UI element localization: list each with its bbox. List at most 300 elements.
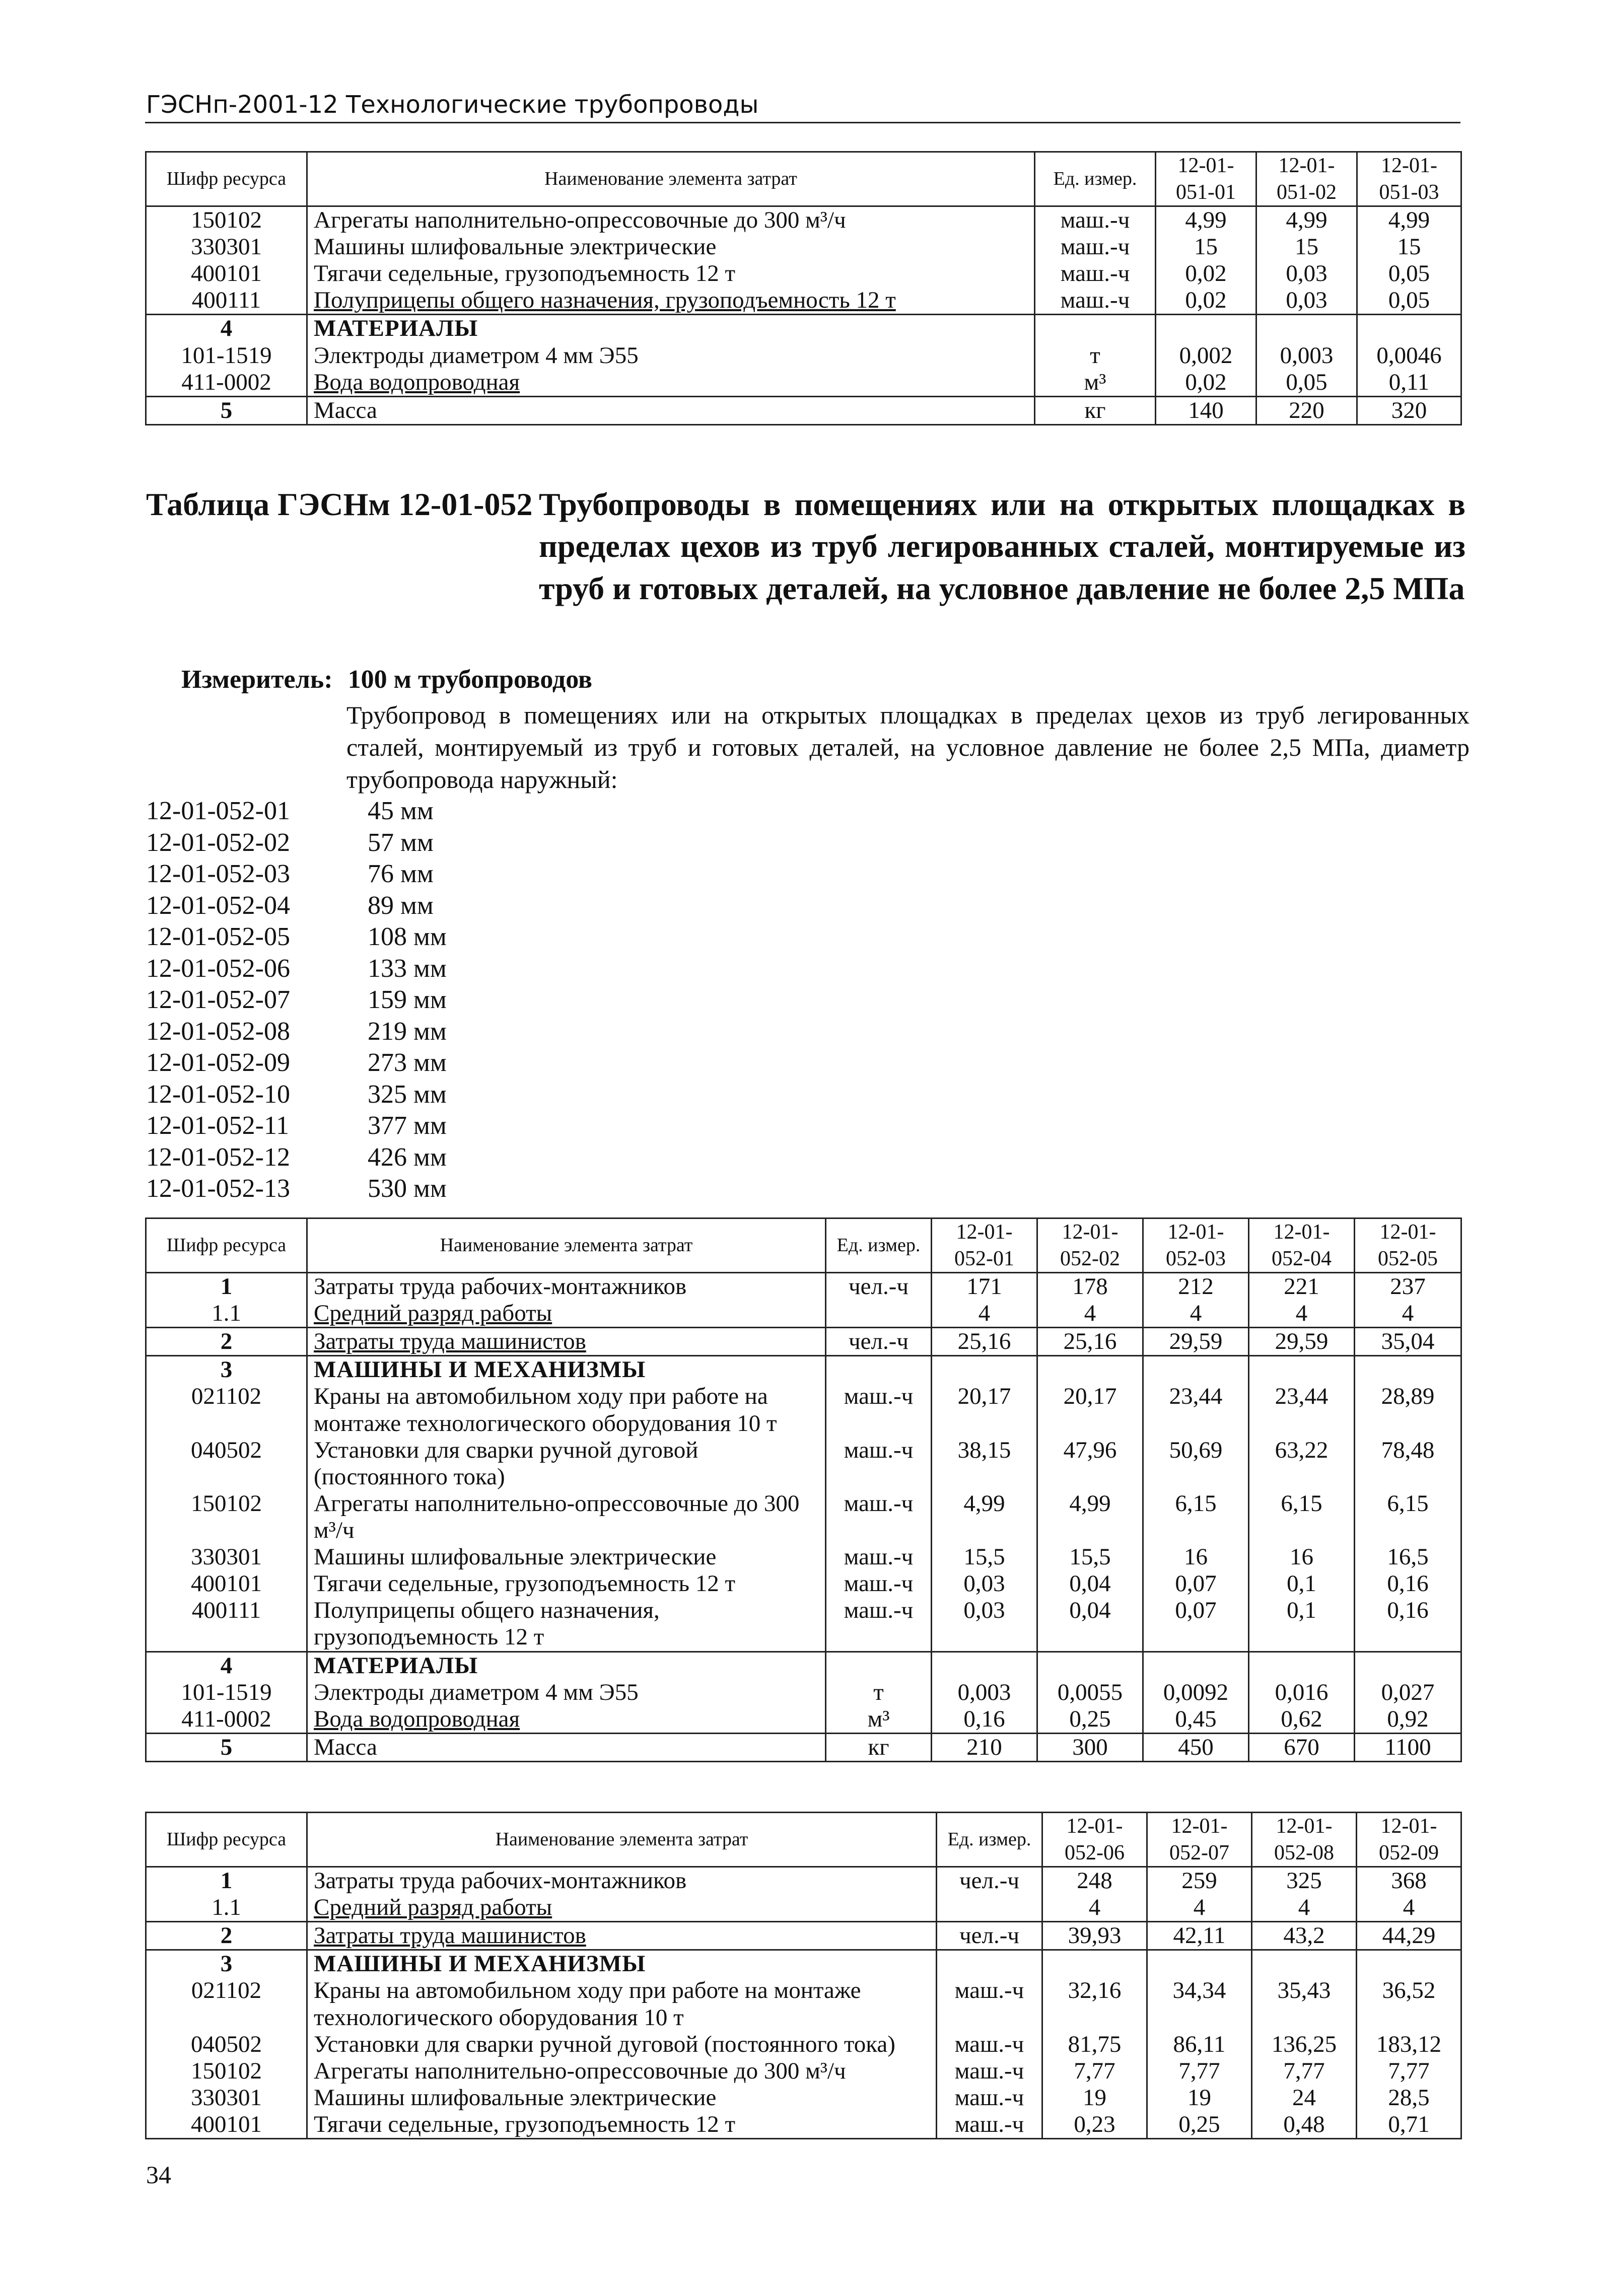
norm-value: 0,05 [1357, 260, 1461, 287]
norm-value: 0,04 [1037, 1570, 1143, 1597]
resource-code: 1.1 [146, 1300, 307, 1328]
norm-value [1143, 1356, 1249, 1384]
norm-value: 1100 [1355, 1733, 1461, 1761]
header-norm-code: 12-01- 052-04 [1249, 1218, 1355, 1273]
resource-code: 330301 [146, 234, 307, 260]
measure-value: 100 м трубопроводов [347, 665, 592, 694]
norm-value: 25,16 [932, 1328, 1037, 1356]
variant-code: 12-01-052-05 [146, 922, 290, 951]
resource-name-text: Тягачи седельные, грузоподъемность 12 т [314, 2111, 736, 2137]
resource-unit: маш.-ч [826, 1597, 932, 1652]
resource-name [307, 1597, 826, 1652]
resource-name-text: Краны на автомобильном ходу при работе на монтаже технологического оборудования 10 т [314, 1977, 861, 2031]
variant-diameter: 76 мм [368, 859, 434, 888]
norm-value: 0,07 [1143, 1597, 1249, 1652]
norm-value: 0,04 [1037, 1597, 1143, 1652]
header-norm-code: 12-01- 052-06 [1042, 1813, 1147, 1867]
norm-value: 178 [1037, 1273, 1143, 1301]
norm-value [1355, 1356, 1461, 1384]
norm-value: 16 [1143, 1544, 1249, 1570]
variant-code: 12-01-052-06 [146, 954, 290, 983]
norm-value: 0,07 [1143, 1570, 1249, 1597]
resource-table-052-01-05 [145, 1217, 1462, 1762]
norm-value: 29,59 [1143, 1328, 1249, 1356]
norm-value: 320 [1357, 396, 1461, 424]
resource-name [307, 1733, 826, 1761]
resource-name-text: МАТЕРИАЛЫ [314, 315, 478, 342]
norm-value: 15 [1156, 234, 1256, 260]
norm-value: 0,16 [1355, 1570, 1461, 1597]
norm-value: 0,16 [932, 1706, 1037, 1734]
variant-diameter: 133 мм [368, 954, 447, 983]
variant-diameter: 377 мм [368, 1111, 447, 1140]
norm-value: 4 [1357, 1894, 1461, 1922]
resource-code: 5 [146, 396, 307, 424]
norm-value: 4 [1042, 1894, 1147, 1922]
resource-name-text: Средний разряд работы [314, 1300, 552, 1327]
norm-value: 0,62 [1249, 1706, 1355, 1734]
variant-diameter: 108 мм [368, 922, 447, 951]
resource-name [307, 396, 1035, 424]
norm-value: 450 [1143, 1733, 1249, 1761]
resource-name [307, 1706, 826, 1734]
resource-name [307, 2085, 937, 2111]
variant-item [146, 858, 447, 890]
norm-value: 28,5 [1357, 2085, 1461, 2111]
resource-code: 150102 [146, 1490, 307, 1544]
resource-name [307, 1977, 937, 2031]
norm-value: 0,0046 [1357, 342, 1461, 369]
table-row [146, 1570, 1461, 1597]
norm-value: 0,02 [1156, 260, 1256, 287]
resource-name [307, 206, 1035, 234]
resource-name-text: Краны на автомобильном ходу при работе на монтаже технологического оборудования 10 т [314, 1383, 777, 1437]
resource-code: 4 [146, 315, 307, 342]
norm-value: 47,96 [1037, 1437, 1143, 1490]
resource-unit: маш.-ч [826, 1437, 932, 1490]
resource-name-text: Установки для сварки ручной дуговой (постоянного тока) [314, 1437, 698, 1490]
resource-name [307, 1950, 937, 1978]
resource-unit: т [1035, 342, 1156, 369]
norm-value: 0,016 [1249, 1679, 1355, 1706]
resource-code: 3 [146, 1356, 307, 1384]
variant-item [146, 1047, 447, 1079]
norm-value: 0,02 [1156, 287, 1256, 315]
norm-value: 0,027 [1355, 1679, 1461, 1706]
norm-value: 0,48 [1252, 2111, 1357, 2139]
variant-diameter: 57 мм [368, 828, 434, 857]
resource-name-text: Агрегаты наполнительно-опрессовочные до 300 м³/ч [314, 207, 846, 233]
resource-code: 411-0002 [146, 1706, 307, 1734]
table-row [146, 287, 1461, 315]
variant-code: 12-01-052-07 [146, 985, 290, 1014]
table-row [146, 2111, 1461, 2139]
table-row [146, 1544, 1461, 1570]
norm-value: 4 [1037, 1300, 1143, 1328]
norm-value [932, 1356, 1037, 1384]
norm-value: 23,44 [1143, 1383, 1249, 1437]
norm-value: 42,11 [1147, 1922, 1252, 1950]
resource-name [307, 342, 1035, 369]
resource-table-052-06-09 [145, 1812, 1462, 2139]
table-row [146, 2031, 1461, 2058]
norm-value: 325 [1252, 1867, 1357, 1895]
measure-unit [181, 665, 592, 694]
norm-value: 670 [1249, 1733, 1355, 1761]
norm-value: 136,25 [1252, 2031, 1357, 2058]
variant-item [146, 1016, 447, 1048]
resource-name [307, 1922, 937, 1950]
norm-value: 259 [1147, 1867, 1252, 1895]
table-header-row [146, 152, 1461, 206]
measure-label: Измеритель: [181, 665, 333, 694]
norm-value [1357, 1950, 1461, 1978]
resource-unit [937, 1894, 1042, 1922]
norm-value: 4 [1355, 1300, 1461, 1328]
resource-unit: м³ [826, 1706, 932, 1734]
resource-name [307, 2111, 937, 2139]
resource-name-text: МАШИНЫ И МЕХАНИЗМЫ [314, 1951, 646, 1977]
norm-value: 0,25 [1147, 2111, 1252, 2139]
variant-diameter: 273 мм [368, 1048, 447, 1077]
norm-value: 15,5 [932, 1544, 1037, 1570]
resource-name-text: Машины шлифовальные электрические [314, 1544, 717, 1570]
resource-unit [826, 1356, 932, 1384]
variant-code: 12-01-052-09 [146, 1048, 290, 1077]
norm-value [1037, 1356, 1143, 1384]
resource-name-text: Машины шлифовальные электрические [314, 2084, 717, 2111]
resource-code: 5 [146, 1733, 307, 1761]
norm-value: 0,003 [932, 1679, 1037, 1706]
table-row [146, 315, 1461, 342]
variant-diameter: 159 мм [368, 985, 447, 1014]
norm-value: 34,34 [1147, 1977, 1252, 2031]
norm-value: 38,15 [932, 1437, 1037, 1490]
resource-code: 150102 [146, 2058, 307, 2085]
resource-code: 400101 [146, 1570, 307, 1597]
norm-value: 0,03 [1256, 260, 1357, 287]
resource-name [307, 1570, 826, 1597]
variant-diameter: 219 мм [368, 1017, 447, 1046]
resource-code: 400111 [146, 1597, 307, 1652]
header-norm-code: 12-01- 051-01 [1156, 152, 1256, 206]
norm-value: 0,03 [932, 1570, 1037, 1597]
norm-value: 4 [1147, 1894, 1252, 1922]
resource-unit: маш.-ч [937, 2085, 1042, 2111]
norm-value: 300 [1037, 1733, 1143, 1761]
norm-value: 81,75 [1042, 2031, 1147, 2058]
norm-value: 7,77 [1357, 2058, 1461, 2085]
resource-unit: маш.-ч [1035, 287, 1156, 315]
variant-item [146, 1142, 447, 1174]
resource-name [307, 2058, 937, 2085]
work-description: Трубопровод в помещениях или на открытых площадках в пределах цехов из труб легированных сталей, монтируемый из труб и готовых деталей, на условное давление не более 2,5 МПа, диаметр трубопровода наружный: [346, 701, 1470, 794]
table-row [146, 1437, 1461, 1490]
norm-value: 35,43 [1252, 1977, 1357, 2031]
table-row [146, 206, 1461, 234]
resource-name-text: Затраты труда рабочих-монтажников [314, 1273, 687, 1300]
resource-code: 101-1519 [146, 342, 307, 369]
header-norm-code: 12-01- 052-02 [1037, 1218, 1143, 1273]
norm-value: 0,16 [1355, 1597, 1461, 1652]
norm-value: 4 [1143, 1300, 1249, 1328]
norm-value: 171 [932, 1273, 1037, 1301]
variant-diameter: 530 мм [368, 1174, 447, 1203]
norm-value: 0,71 [1357, 2111, 1461, 2139]
resource-unit: чел.-ч [826, 1273, 932, 1301]
resource-name-text: Машины шлифовальные электрические [314, 234, 717, 260]
resource-unit [1035, 315, 1156, 342]
norm-value [1156, 315, 1256, 342]
table-row [146, 1597, 1461, 1652]
norm-value: 210 [932, 1733, 1037, 1761]
norm-value [1249, 1356, 1355, 1384]
resource-name [307, 1490, 826, 1544]
resource-name-text: Агрегаты наполнительно-опрессовочные до 300 м³/ч [314, 2057, 846, 2084]
norm-value [1249, 1652, 1355, 1679]
norm-value: 0,1 [1249, 1597, 1355, 1652]
norm-value: 36,52 [1357, 1977, 1461, 2031]
variant-code: 12-01-052-11 [146, 1111, 290, 1140]
norm-value: 368 [1357, 1867, 1461, 1895]
norm-value: 221 [1249, 1273, 1355, 1301]
norm-value [1143, 1652, 1249, 1679]
norm-value: 29,59 [1249, 1328, 1355, 1356]
variant-item [146, 921, 447, 953]
variant-item [146, 1079, 447, 1111]
table-row [146, 2085, 1461, 2111]
table-row [146, 1490, 1461, 1544]
resource-name-text: Вода водопроводная [314, 369, 520, 395]
norm-value: 32,16 [1042, 1977, 1147, 2031]
table-row [146, 1652, 1461, 1679]
variant-code: 12-01-052-10 [146, 1080, 290, 1109]
header-norm-code: 12-01- 052-05 [1355, 1218, 1461, 1273]
running-header: ГЭСНп-2001-12 Технологические трубопроводы [146, 91, 759, 119]
resource-name-text: Полуприцепы общего назначения, грузоподъемность 12 т [314, 287, 896, 314]
resource-unit: маш.-ч [826, 1490, 932, 1544]
table-row [146, 2058, 1461, 2085]
table-header-row [146, 1218, 1461, 1273]
header-norm-code: 12-01- 052-09 [1357, 1813, 1461, 1867]
header-norm-code: 12-01- 051-03 [1357, 152, 1461, 206]
norm-value [1147, 1950, 1252, 1978]
norm-value: 19 [1147, 2085, 1252, 2111]
table-row [146, 1273, 1461, 1301]
norm-value: 7,77 [1252, 2058, 1357, 2085]
norm-value: 0,003 [1256, 342, 1357, 369]
header-name: Наименование элемента затрат [307, 1218, 826, 1273]
norm-value: 15,5 [1037, 1544, 1143, 1570]
resource-unit: маш.-ч [826, 1570, 932, 1597]
norm-value: 15 [1256, 234, 1357, 260]
header-unit: Ед. измер. [937, 1813, 1042, 1867]
variant-diameter: 89 мм [368, 891, 434, 920]
variant-item [146, 1110, 447, 1142]
norm-value: 86,11 [1147, 2031, 1252, 2058]
resource-code: 400101 [146, 2111, 307, 2139]
resource-name [307, 1544, 826, 1570]
variant-item [146, 984, 447, 1016]
header-norm-code: 12-01- 052-08 [1252, 1813, 1357, 1867]
resource-unit: маш.-ч [937, 2031, 1042, 2058]
variant-code: 12-01-052-13 [146, 1174, 290, 1203]
resource-name-text: МАШИНЫ И МЕХАНИЗМЫ [314, 1356, 646, 1383]
table-title-lead: Таблица ГЭСНм 12-01-052 [146, 486, 533, 522]
resource-name-text: Затраты труда машинистов [314, 1922, 586, 1949]
norm-value: 0,0092 [1143, 1679, 1249, 1706]
variant-item [146, 1173, 447, 1205]
table-row [146, 1977, 1461, 2031]
header-unit: Ед. измер. [1035, 152, 1156, 206]
norm-value: 4,99 [1357, 206, 1461, 234]
variant-code: 12-01-052-02 [146, 828, 290, 857]
norm-value: 0,11 [1357, 369, 1461, 397]
resource-name [307, 1652, 826, 1679]
norm-value: 7,77 [1147, 2058, 1252, 2085]
resource-code: 2 [146, 1922, 307, 1950]
variant-item [146, 953, 447, 985]
resource-code: 040502 [146, 2031, 307, 2058]
resource-code: 3 [146, 1950, 307, 1978]
resource-code: 150102 [146, 206, 307, 234]
norm-value: 183,12 [1357, 2031, 1461, 2058]
resource-name [307, 1300, 826, 1328]
norm-value: 0,0055 [1037, 1679, 1143, 1706]
resource-code: 2 [146, 1328, 307, 1356]
norm-value: 220 [1256, 396, 1357, 424]
norm-value [932, 1652, 1037, 1679]
resource-code: 4 [146, 1652, 307, 1679]
norm-value: 7,77 [1042, 2058, 1147, 2085]
table-title-text: Трубопроводы в помещениях или на открытых площадках в пределах цехов из труб легированных сталей, монтируемые из труб и готовых деталей, на условное давление не более 2,5 МПа [539, 486, 1465, 606]
resource-unit: маш.-ч [937, 1977, 1042, 2031]
resource-name-text: Затраты труда рабочих-монтажников [314, 1868, 687, 1894]
variant-item [146, 827, 447, 859]
resource-unit: кг [826, 1733, 932, 1761]
resource-code: 411-0002 [146, 369, 307, 397]
resource-name [307, 1383, 826, 1437]
header-norm-code: 12-01- 052-01 [932, 1218, 1037, 1273]
norm-value: 20,17 [932, 1383, 1037, 1437]
resource-name-text: Средний разряд работы [314, 1894, 552, 1921]
header-norm-code: 12-01- 051-02 [1256, 152, 1357, 206]
header-code: Шифр ресурса [146, 152, 307, 206]
table-row [146, 1679, 1461, 1706]
resource-unit: маш.-ч [1035, 206, 1156, 234]
norm-value: 0,25 [1037, 1706, 1143, 1734]
table-row [146, 1300, 1461, 1328]
variant-diameter: 325 мм [368, 1080, 447, 1109]
resource-name-text: Электроды диаметром 4 мм Э55 [314, 1679, 639, 1705]
norm-value: 35,04 [1355, 1328, 1461, 1356]
norm-value: 0,05 [1256, 369, 1357, 397]
norm-value: 50,69 [1143, 1437, 1249, 1490]
norm-value: 23,44 [1249, 1383, 1355, 1437]
norm-value: 16 [1249, 1544, 1355, 1570]
table-row [146, 342, 1461, 369]
resource-unit: маш.-ч [1035, 260, 1156, 287]
header-name: Наименование элемента затрат [307, 1813, 937, 1867]
resource-unit: чел.-ч [826, 1328, 932, 1356]
resource-name-text: Затраты труда машинистов [314, 1328, 586, 1355]
header-code: Шифр ресурса [146, 1218, 307, 1273]
variant-code: 12-01-052-04 [146, 891, 290, 920]
resource-name [307, 1894, 937, 1922]
variant-list [146, 796, 447, 1205]
resource-unit: маш.-ч [937, 2058, 1042, 2085]
resource-code: 1 [146, 1273, 307, 1301]
resource-code: 330301 [146, 1544, 307, 1570]
resource-unit: чел.-ч [937, 1922, 1042, 1950]
norm-value [1256, 315, 1357, 342]
norm-value: 63,22 [1249, 1437, 1355, 1490]
table-row [146, 1733, 1461, 1761]
variant-code: 12-01-052-12 [146, 1142, 290, 1172]
resource-unit: т [826, 1679, 932, 1706]
variant-code: 12-01-052-03 [146, 859, 290, 888]
resource-code: 330301 [146, 2085, 307, 2111]
table-title [146, 483, 1465, 609]
norm-value: 4 [1252, 1894, 1357, 1922]
resource-unit: маш.-ч [826, 1544, 932, 1570]
variant-item [146, 890, 447, 922]
norm-value: 237 [1355, 1273, 1461, 1301]
header-unit: Ед. измер. [826, 1218, 932, 1273]
norm-value: 140 [1156, 396, 1256, 424]
table-row [146, 260, 1461, 287]
variant-code: 12-01-052-08 [146, 1017, 290, 1046]
resource-name [307, 1328, 826, 1356]
resource-name [307, 1867, 937, 1895]
header-name: Наименование элемента затрат [307, 152, 1035, 206]
resource-code: 021102 [146, 1383, 307, 1437]
norm-value: 4,99 [1156, 206, 1256, 234]
norm-value [1357, 315, 1461, 342]
resource-name [307, 1679, 826, 1706]
norm-value: 20,17 [1037, 1383, 1143, 1437]
resource-code: 400101 [146, 260, 307, 287]
norm-value: 0,1 [1249, 1570, 1355, 1597]
resource-name-text: Электроды диаметром 4 мм Э55 [314, 342, 639, 369]
norm-value: 24 [1252, 2085, 1357, 2111]
table-row [146, 396, 1461, 424]
norm-value: 16,5 [1355, 1544, 1461, 1570]
resource-name-text: Тягачи седельные, грузоподъемность 12 т [314, 260, 736, 287]
resource-name-text: Установки для сварки ручной дуговой (постоянного тока) [314, 2031, 895, 2057]
header-rule [145, 122, 1460, 123]
resource-unit: чел.-ч [937, 1867, 1042, 1895]
variant-diameter: 45 мм [368, 797, 434, 825]
resource-name [307, 1273, 826, 1301]
norm-value: 39,93 [1042, 1922, 1147, 1950]
resource-name [307, 234, 1035, 260]
norm-value: 0,92 [1355, 1706, 1461, 1734]
resource-name-text: МАТЕРИАЛЫ [314, 1652, 478, 1679]
resource-name [307, 315, 1035, 342]
table-row [146, 1894, 1461, 1922]
norm-value: 0,23 [1042, 2111, 1147, 2139]
resource-name [307, 369, 1035, 397]
norm-value: 0,02 [1156, 369, 1256, 397]
norm-value: 4,99 [1256, 206, 1357, 234]
norm-value: 212 [1143, 1273, 1249, 1301]
norm-value: 0,03 [932, 1597, 1037, 1652]
table-row [146, 1328, 1461, 1356]
norm-value: 28,89 [1355, 1383, 1461, 1437]
resource-unit: кг [1035, 396, 1156, 424]
norm-value: 25,16 [1037, 1328, 1143, 1356]
